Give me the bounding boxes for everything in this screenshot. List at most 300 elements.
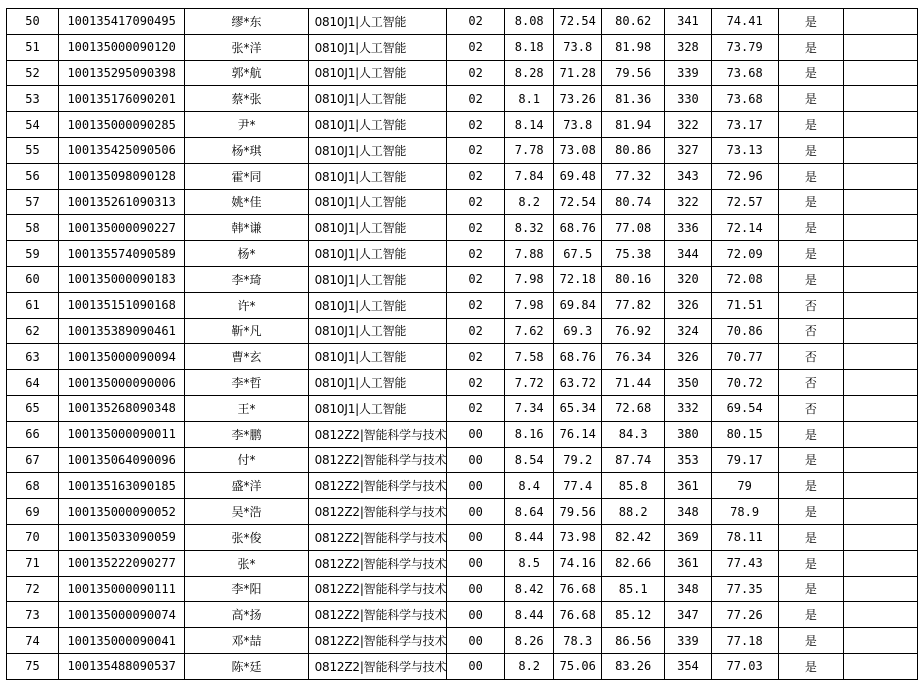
- table-row: [7, 499, 918, 525]
- admitted-cell: 是: [778, 163, 843, 189]
- table-row: [7, 189, 918, 215]
- rank-cell: 61: [7, 292, 59, 318]
- table-row: [7, 215, 918, 241]
- total-score-cell: 77.43: [711, 550, 778, 576]
- score-a-cell: 8.44: [505, 602, 554, 628]
- name-cell: 李*琦: [185, 266, 308, 292]
- total-score-cell: 72.96: [711, 163, 778, 189]
- rank-cell: 66: [7, 421, 59, 447]
- score-b-cell: 69.84: [554, 292, 602, 318]
- admitted-cell: 是: [778, 266, 843, 292]
- score-c-cell: 80.62: [602, 9, 665, 35]
- major-cell: 0810J1|人工智能: [308, 60, 447, 86]
- score-c-cell: 85.8: [602, 473, 665, 499]
- initial-score-cell: 327: [665, 137, 711, 163]
- table-row: [7, 576, 918, 602]
- score-c-cell: 76.34: [602, 344, 665, 370]
- score-a-cell: 8.44: [505, 524, 554, 550]
- score-c-cell: 86.56: [602, 628, 665, 654]
- direction-cell: 02: [447, 60, 505, 86]
- admitted-cell: 否: [778, 370, 843, 396]
- score-b-cell: 67.5: [554, 241, 602, 267]
- table-row: [7, 421, 918, 447]
- notes-cell: [844, 318, 918, 344]
- score-c-cell: 76.92: [602, 318, 665, 344]
- exam-id-cell: 100135000090120: [58, 34, 184, 60]
- major-cell: 0812Z2|智能科学与技术: [308, 421, 447, 447]
- notes-cell: [844, 473, 918, 499]
- notes-cell: [844, 292, 918, 318]
- direction-cell: 00: [447, 447, 505, 473]
- admitted-cell: 是: [778, 60, 843, 86]
- notes-cell: [844, 395, 918, 421]
- name-cell: 蔡*张: [185, 86, 308, 112]
- score-b-cell: 76.68: [554, 602, 602, 628]
- results-table: [6, 8, 918, 680]
- notes-cell: [844, 189, 918, 215]
- score-c-cell: 81.36: [602, 86, 665, 112]
- score-a-cell: 8.16: [505, 421, 554, 447]
- initial-score-cell: 361: [665, 550, 711, 576]
- name-cell: 杨*琪: [185, 137, 308, 163]
- name-cell: 李*鹏: [185, 421, 308, 447]
- rank-cell: 56: [7, 163, 59, 189]
- total-score-cell: 78.11: [711, 524, 778, 550]
- exam-id-cell: 100135000090074: [58, 602, 184, 628]
- score-a-cell: 8.5: [505, 550, 554, 576]
- direction-cell: 00: [447, 421, 505, 447]
- table-row: [7, 550, 918, 576]
- score-c-cell: 82.42: [602, 524, 665, 550]
- exam-id-cell: 100135163090185: [58, 473, 184, 499]
- major-cell: 0810J1|人工智能: [308, 318, 447, 344]
- rank-cell: 58: [7, 215, 59, 241]
- exam-id-cell: 100135000090183: [58, 266, 184, 292]
- table-row: [7, 137, 918, 163]
- score-c-cell: 71.44: [602, 370, 665, 396]
- direction-cell: 02: [447, 189, 505, 215]
- score-c-cell: 80.74: [602, 189, 665, 215]
- exam-id-cell: 100135000090011: [58, 421, 184, 447]
- initial-score-cell: 330: [665, 86, 711, 112]
- score-b-cell: 73.8: [554, 112, 602, 138]
- total-score-cell: 77.26: [711, 602, 778, 628]
- total-score-cell: 72.08: [711, 266, 778, 292]
- score-a-cell: 7.62: [505, 318, 554, 344]
- total-score-cell: 69.54: [711, 395, 778, 421]
- score-a-cell: 8.08: [505, 9, 554, 35]
- direction-cell: 02: [447, 9, 505, 35]
- score-b-cell: 72.54: [554, 189, 602, 215]
- admitted-cell: 是: [778, 421, 843, 447]
- exam-id-cell: 100135268090348: [58, 395, 184, 421]
- score-c-cell: 83.26: [602, 653, 665, 679]
- major-cell: 0812Z2|智能科学与技术: [308, 524, 447, 550]
- rank-cell: 65: [7, 395, 59, 421]
- score-b-cell: 76.68: [554, 576, 602, 602]
- table-row: [7, 60, 918, 86]
- score-a-cell: 8.28: [505, 60, 554, 86]
- major-cell: 0810J1|人工智能: [308, 34, 447, 60]
- exam-id-cell: 100135064090096: [58, 447, 184, 473]
- name-cell: 盛*洋: [185, 473, 308, 499]
- major-cell: 0812Z2|智能科学与技术: [308, 473, 447, 499]
- initial-score-cell: 354: [665, 653, 711, 679]
- rank-cell: 71: [7, 550, 59, 576]
- rank-cell: 53: [7, 86, 59, 112]
- rank-cell: 67: [7, 447, 59, 473]
- score-a-cell: 8.14: [505, 112, 554, 138]
- name-cell: 许*: [185, 292, 308, 318]
- rank-cell: 74: [7, 628, 59, 654]
- score-c-cell: 77.32: [602, 163, 665, 189]
- exam-id-cell: 100135261090313: [58, 189, 184, 215]
- initial-score-cell: 350: [665, 370, 711, 396]
- rank-cell: 62: [7, 318, 59, 344]
- score-c-cell: 85.1: [602, 576, 665, 602]
- notes-cell: [844, 499, 918, 525]
- score-a-cell: 8.18: [505, 34, 554, 60]
- major-cell: 0812Z2|智能科学与技术: [308, 576, 447, 602]
- score-b-cell: 76.14: [554, 421, 602, 447]
- notes-cell: [844, 602, 918, 628]
- admitted-cell: 否: [778, 292, 843, 318]
- table-row: [7, 344, 918, 370]
- major-cell: 0810J1|人工智能: [308, 370, 447, 396]
- score-b-cell: 69.48: [554, 163, 602, 189]
- name-cell: 付*: [185, 447, 308, 473]
- direction-cell: 02: [447, 137, 505, 163]
- rank-cell: 52: [7, 60, 59, 86]
- score-a-cell: 8.1: [505, 86, 554, 112]
- exam-id-cell: 100135151090168: [58, 292, 184, 318]
- name-cell: 王*: [185, 395, 308, 421]
- rank-cell: 51: [7, 34, 59, 60]
- major-cell: 0810J1|人工智能: [308, 86, 447, 112]
- major-cell: 0810J1|人工智能: [308, 163, 447, 189]
- table-row: [7, 628, 918, 654]
- score-b-cell: 72.18: [554, 266, 602, 292]
- name-cell: 靳*凡: [185, 318, 308, 344]
- notes-cell: [844, 344, 918, 370]
- direction-cell: 00: [447, 524, 505, 550]
- major-cell: 0812Z2|智能科学与技术: [308, 628, 447, 654]
- rank-cell: 64: [7, 370, 59, 396]
- exam-id-cell: 100135389090461: [58, 318, 184, 344]
- admitted-cell: 是: [778, 576, 843, 602]
- exam-id-cell: 100135176090201: [58, 86, 184, 112]
- notes-cell: [844, 112, 918, 138]
- notes-cell: [844, 370, 918, 396]
- table-row: [7, 266, 918, 292]
- admitted-cell: 是: [778, 473, 843, 499]
- name-cell: 曹*玄: [185, 344, 308, 370]
- score-c-cell: 77.08: [602, 215, 665, 241]
- major-cell: 0812Z2|智能科学与技术: [308, 447, 447, 473]
- major-cell: 0810J1|人工智能: [308, 241, 447, 267]
- direction-cell: 02: [447, 292, 505, 318]
- score-b-cell: 79.2: [554, 447, 602, 473]
- exam-id-cell: 100135000090006: [58, 370, 184, 396]
- notes-cell: [844, 137, 918, 163]
- score-a-cell: 8.2: [505, 653, 554, 679]
- initial-score-cell: 339: [665, 60, 711, 86]
- name-cell: 张*洋: [185, 34, 308, 60]
- table-body: [7, 9, 918, 680]
- table-row: [7, 653, 918, 679]
- initial-score-cell: 343: [665, 163, 711, 189]
- score-b-cell: 73.08: [554, 137, 602, 163]
- score-a-cell: 7.58: [505, 344, 554, 370]
- rank-cell: 70: [7, 524, 59, 550]
- exam-id-cell: 100135000090227: [58, 215, 184, 241]
- name-cell: 姚*佳: [185, 189, 308, 215]
- score-a-cell: 8.2: [505, 189, 554, 215]
- notes-cell: [844, 628, 918, 654]
- score-b-cell: 73.98: [554, 524, 602, 550]
- initial-score-cell: 324: [665, 318, 711, 344]
- initial-score-cell: 322: [665, 112, 711, 138]
- table-row: [7, 370, 918, 396]
- score-c-cell: 72.68: [602, 395, 665, 421]
- score-a-cell: 8.32: [505, 215, 554, 241]
- table-row: [7, 241, 918, 267]
- direction-cell: 00: [447, 550, 505, 576]
- notes-cell: [844, 550, 918, 576]
- score-a-cell: 7.84: [505, 163, 554, 189]
- initial-score-cell: 336: [665, 215, 711, 241]
- notes-cell: [844, 421, 918, 447]
- rank-cell: 54: [7, 112, 59, 138]
- score-b-cell: 77.4: [554, 473, 602, 499]
- major-cell: 0810J1|人工智能: [308, 112, 447, 138]
- total-score-cell: 72.14: [711, 215, 778, 241]
- table-row: [7, 34, 918, 60]
- initial-score-cell: 328: [665, 34, 711, 60]
- score-a-cell: 7.98: [505, 266, 554, 292]
- table-row: [7, 473, 918, 499]
- direction-cell: 00: [447, 602, 505, 628]
- admitted-cell: 是: [778, 447, 843, 473]
- table-row: [7, 318, 918, 344]
- score-b-cell: 68.76: [554, 215, 602, 241]
- score-b-cell: 74.16: [554, 550, 602, 576]
- initial-score-cell: 341: [665, 9, 711, 35]
- exam-id-cell: 100135425090506: [58, 137, 184, 163]
- total-score-cell: 73.79: [711, 34, 778, 60]
- admitted-cell: 否: [778, 344, 843, 370]
- notes-cell: [844, 266, 918, 292]
- score-a-cell: 7.98: [505, 292, 554, 318]
- table-row: [7, 447, 918, 473]
- direction-cell: 00: [447, 499, 505, 525]
- admitted-cell: 是: [778, 112, 843, 138]
- major-cell: 0812Z2|智能科学与技术: [308, 550, 447, 576]
- initial-score-cell: 320: [665, 266, 711, 292]
- score-b-cell: 72.54: [554, 9, 602, 35]
- rank-cell: 75: [7, 653, 59, 679]
- rank-cell: 50: [7, 9, 59, 35]
- name-cell: 张*俊: [185, 524, 308, 550]
- table-row: [7, 9, 918, 35]
- score-a-cell: 7.34: [505, 395, 554, 421]
- table-row: [7, 112, 918, 138]
- table-row: [7, 163, 918, 189]
- direction-cell: 02: [447, 241, 505, 267]
- exam-id-cell: 100135000090041: [58, 628, 184, 654]
- initial-score-cell: 339: [665, 628, 711, 654]
- score-b-cell: 78.3: [554, 628, 602, 654]
- total-score-cell: 70.86: [711, 318, 778, 344]
- admitted-cell: 是: [778, 34, 843, 60]
- table-row: [7, 292, 918, 318]
- score-b-cell: 73.8: [554, 34, 602, 60]
- initial-score-cell: 326: [665, 344, 711, 370]
- admitted-cell: 是: [778, 215, 843, 241]
- initial-score-cell: 361: [665, 473, 711, 499]
- direction-cell: 02: [447, 370, 505, 396]
- direction-cell: 00: [447, 473, 505, 499]
- rank-cell: 68: [7, 473, 59, 499]
- score-c-cell: 79.56: [602, 60, 665, 86]
- direction-cell: 02: [447, 266, 505, 292]
- notes-cell: [844, 447, 918, 473]
- exam-id-cell: 100135000090052: [58, 499, 184, 525]
- score-a-cell: 7.72: [505, 370, 554, 396]
- rank-cell: 72: [7, 576, 59, 602]
- name-cell: 陈*廷: [185, 653, 308, 679]
- rank-cell: 63: [7, 344, 59, 370]
- direction-cell: 02: [447, 344, 505, 370]
- admitted-cell: 是: [778, 86, 843, 112]
- major-cell: 0810J1|人工智能: [308, 395, 447, 421]
- initial-score-cell: 326: [665, 292, 711, 318]
- exam-id-cell: 100135488090537: [58, 653, 184, 679]
- initial-score-cell: 380: [665, 421, 711, 447]
- score-a-cell: 8.42: [505, 576, 554, 602]
- score-a-cell: 7.78: [505, 137, 554, 163]
- score-c-cell: 85.12: [602, 602, 665, 628]
- name-cell: 郭*航: [185, 60, 308, 86]
- rank-cell: 73: [7, 602, 59, 628]
- total-score-cell: 73.17: [711, 112, 778, 138]
- score-c-cell: 80.86: [602, 137, 665, 163]
- direction-cell: 02: [447, 86, 505, 112]
- score-b-cell: 73.26: [554, 86, 602, 112]
- rank-cell: 60: [7, 266, 59, 292]
- score-a-cell: 8.54: [505, 447, 554, 473]
- name-cell: 邓*喆: [185, 628, 308, 654]
- score-a-cell: 8.64: [505, 499, 554, 525]
- total-score-cell: 71.51: [711, 292, 778, 318]
- exam-id-cell: 100135295090398: [58, 60, 184, 86]
- rank-cell: 55: [7, 137, 59, 163]
- admitted-cell: 是: [778, 550, 843, 576]
- initial-score-cell: 369: [665, 524, 711, 550]
- score-b-cell: 71.28: [554, 60, 602, 86]
- name-cell: 尹*: [185, 112, 308, 138]
- total-score-cell: 74.41: [711, 9, 778, 35]
- direction-cell: 02: [447, 34, 505, 60]
- major-cell: 0810J1|人工智能: [308, 137, 447, 163]
- table-row: [7, 602, 918, 628]
- exam-id-cell: 100135574090589: [58, 241, 184, 267]
- direction-cell: 02: [447, 112, 505, 138]
- major-cell: 0810J1|人工智能: [308, 266, 447, 292]
- major-cell: 0812Z2|智能科学与技术: [308, 499, 447, 525]
- name-cell: 高*扬: [185, 602, 308, 628]
- score-b-cell: 75.06: [554, 653, 602, 679]
- score-b-cell: 68.76: [554, 344, 602, 370]
- exam-id-cell: 100135000090094: [58, 344, 184, 370]
- score-c-cell: 81.94: [602, 112, 665, 138]
- direction-cell: 02: [447, 395, 505, 421]
- score-b-cell: 69.3: [554, 318, 602, 344]
- total-score-cell: 72.09: [711, 241, 778, 267]
- score-c-cell: 88.2: [602, 499, 665, 525]
- admitted-cell: 否: [778, 318, 843, 344]
- table-row: [7, 395, 918, 421]
- notes-cell: [844, 163, 918, 189]
- name-cell: 吴*浩: [185, 499, 308, 525]
- major-cell: 0810J1|人工智能: [308, 9, 447, 35]
- score-c-cell: 84.3: [602, 421, 665, 447]
- rank-cell: 57: [7, 189, 59, 215]
- initial-score-cell: 353: [665, 447, 711, 473]
- name-cell: 李*哲: [185, 370, 308, 396]
- admitted-cell: 是: [778, 137, 843, 163]
- name-cell: 杨*: [185, 241, 308, 267]
- score-c-cell: 80.16: [602, 266, 665, 292]
- direction-cell: 02: [447, 215, 505, 241]
- notes-cell: [844, 653, 918, 679]
- score-a-cell: 8.4: [505, 473, 554, 499]
- admitted-cell: 是: [778, 9, 843, 35]
- total-score-cell: 73.13: [711, 137, 778, 163]
- score-c-cell: 87.74: [602, 447, 665, 473]
- score-c-cell: 75.38: [602, 241, 665, 267]
- admitted-cell: 是: [778, 628, 843, 654]
- exam-id-cell: 100135000090111: [58, 576, 184, 602]
- major-cell: 0812Z2|智能科学与技术: [308, 653, 447, 679]
- notes-cell: [844, 60, 918, 86]
- total-score-cell: 77.18: [711, 628, 778, 654]
- score-c-cell: 77.82: [602, 292, 665, 318]
- admitted-cell: 是: [778, 524, 843, 550]
- direction-cell: 02: [447, 163, 505, 189]
- initial-score-cell: 348: [665, 576, 711, 602]
- score-c-cell: 82.66: [602, 550, 665, 576]
- major-cell: 0810J1|人工智能: [308, 292, 447, 318]
- total-score-cell: 80.15: [711, 421, 778, 447]
- total-score-cell: 79.17: [711, 447, 778, 473]
- total-score-cell: 73.68: [711, 60, 778, 86]
- total-score-cell: 70.77: [711, 344, 778, 370]
- initial-score-cell: 332: [665, 395, 711, 421]
- total-score-cell: 79: [711, 473, 778, 499]
- admitted-cell: 是: [778, 189, 843, 215]
- major-cell: 0812Z2|智能科学与技术: [308, 602, 447, 628]
- total-score-cell: 78.9: [711, 499, 778, 525]
- exam-id-cell: 100135417090495: [58, 9, 184, 35]
- initial-score-cell: 348: [665, 499, 711, 525]
- notes-cell: [844, 215, 918, 241]
- total-score-cell: 72.57: [711, 189, 778, 215]
- direction-cell: 00: [447, 576, 505, 602]
- admitted-cell: 是: [778, 241, 843, 267]
- initial-score-cell: 347: [665, 602, 711, 628]
- name-cell: 霍*同: [185, 163, 308, 189]
